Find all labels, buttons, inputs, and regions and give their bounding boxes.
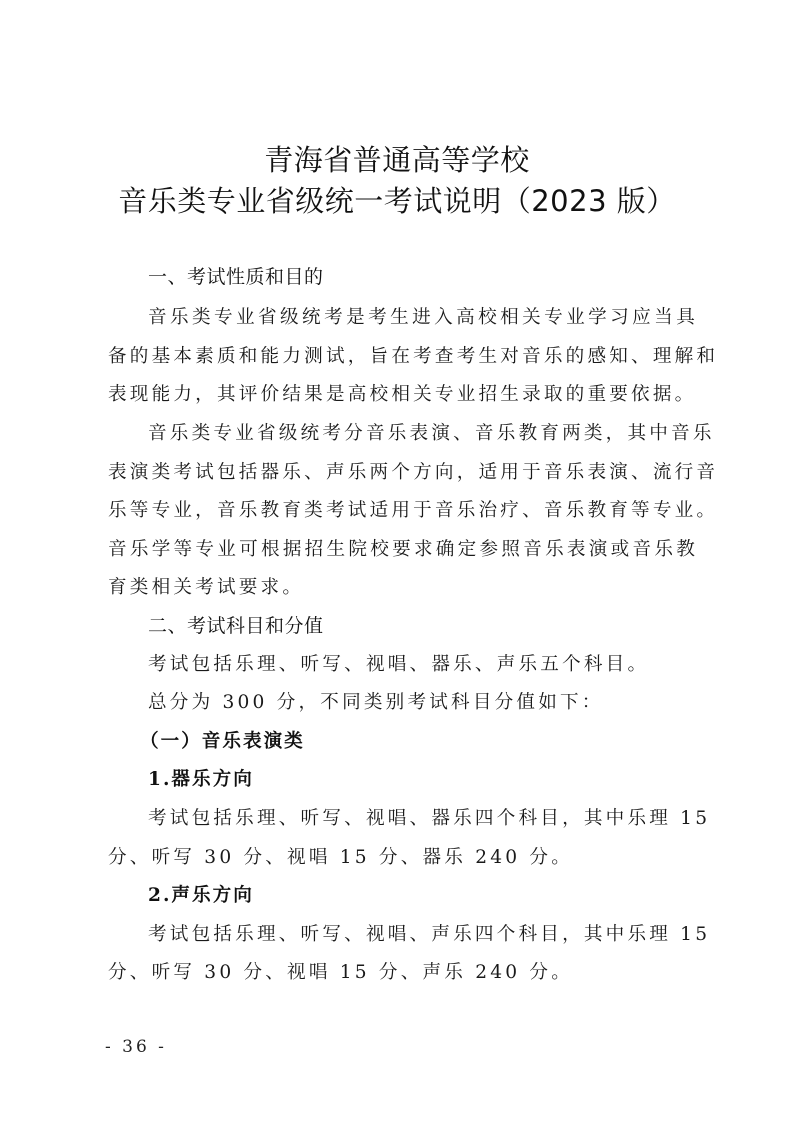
section1-para2-line3: 乐等专业，音乐教育类考试适用于音乐治疗、音乐教育等专业。	[108, 500, 719, 521]
section1-para1-line3: 表现能力，其评价结果是高校相关专业招生录取的重要依据。	[108, 384, 697, 405]
section1-para2-line4: 音乐学等专业可根据招生院校要求确定参照音乐表演或音乐教	[108, 539, 698, 560]
instrumental-direction-line1: 考试包括乐理、听写、视唱、器乐四个科目，其中乐理 15	[148, 808, 711, 829]
section1-para2-line2: 表演类考试包括器乐、声乐两个方向，适用于音乐表演、流行音	[108, 462, 719, 483]
document-title-line1: 青海省普通高等学校	[264, 143, 530, 177]
page-number: - 36 -	[105, 1037, 167, 1057]
vocal-direction-heading: 2.声乐方向	[148, 885, 254, 906]
instrumental-direction-line2: 分、听写 30 分、视唱 15 分、器乐 240 分。	[108, 847, 573, 868]
section1-para2-line5: 育类相关考试要求。	[108, 577, 305, 598]
section2-line2: 总分为 300 分，不同类别考试科目分值如下：	[148, 692, 604, 713]
section1-para1-line1: 音乐类专业省级统考是考生进入高校相关专业学习应当具	[148, 307, 698, 328]
instrumental-direction-heading: 1.器乐方向	[148, 769, 254, 790]
section2-line1: 考试包括乐理、听写、视唱、器乐、声乐五个科目。	[148, 654, 650, 675]
section2-heading: 二、考试科目和分值	[148, 615, 324, 637]
section1-para2-line1: 音乐类专业省级统考分音乐表演、音乐教育两类，其中音乐	[148, 423, 715, 444]
vocal-direction-line1: 考试包括乐理、听写、视唱、声乐四个科目，其中乐理 15	[148, 924, 711, 945]
subsection-performance-heading: （一）音乐表演类	[140, 731, 305, 752]
vocal-direction-line2: 分、听写 30 分、视唱 15 分、声乐 240 分。	[108, 962, 573, 983]
section1-para1-line2: 备的基本素质和能力测试，旨在考查考生对音乐的感知、理解和	[108, 346, 719, 367]
document-title-line2: 音乐类专业省级统一考试说明（2023 版）	[118, 184, 676, 218]
section1-heading: 一、考试性质和目的	[148, 266, 324, 288]
